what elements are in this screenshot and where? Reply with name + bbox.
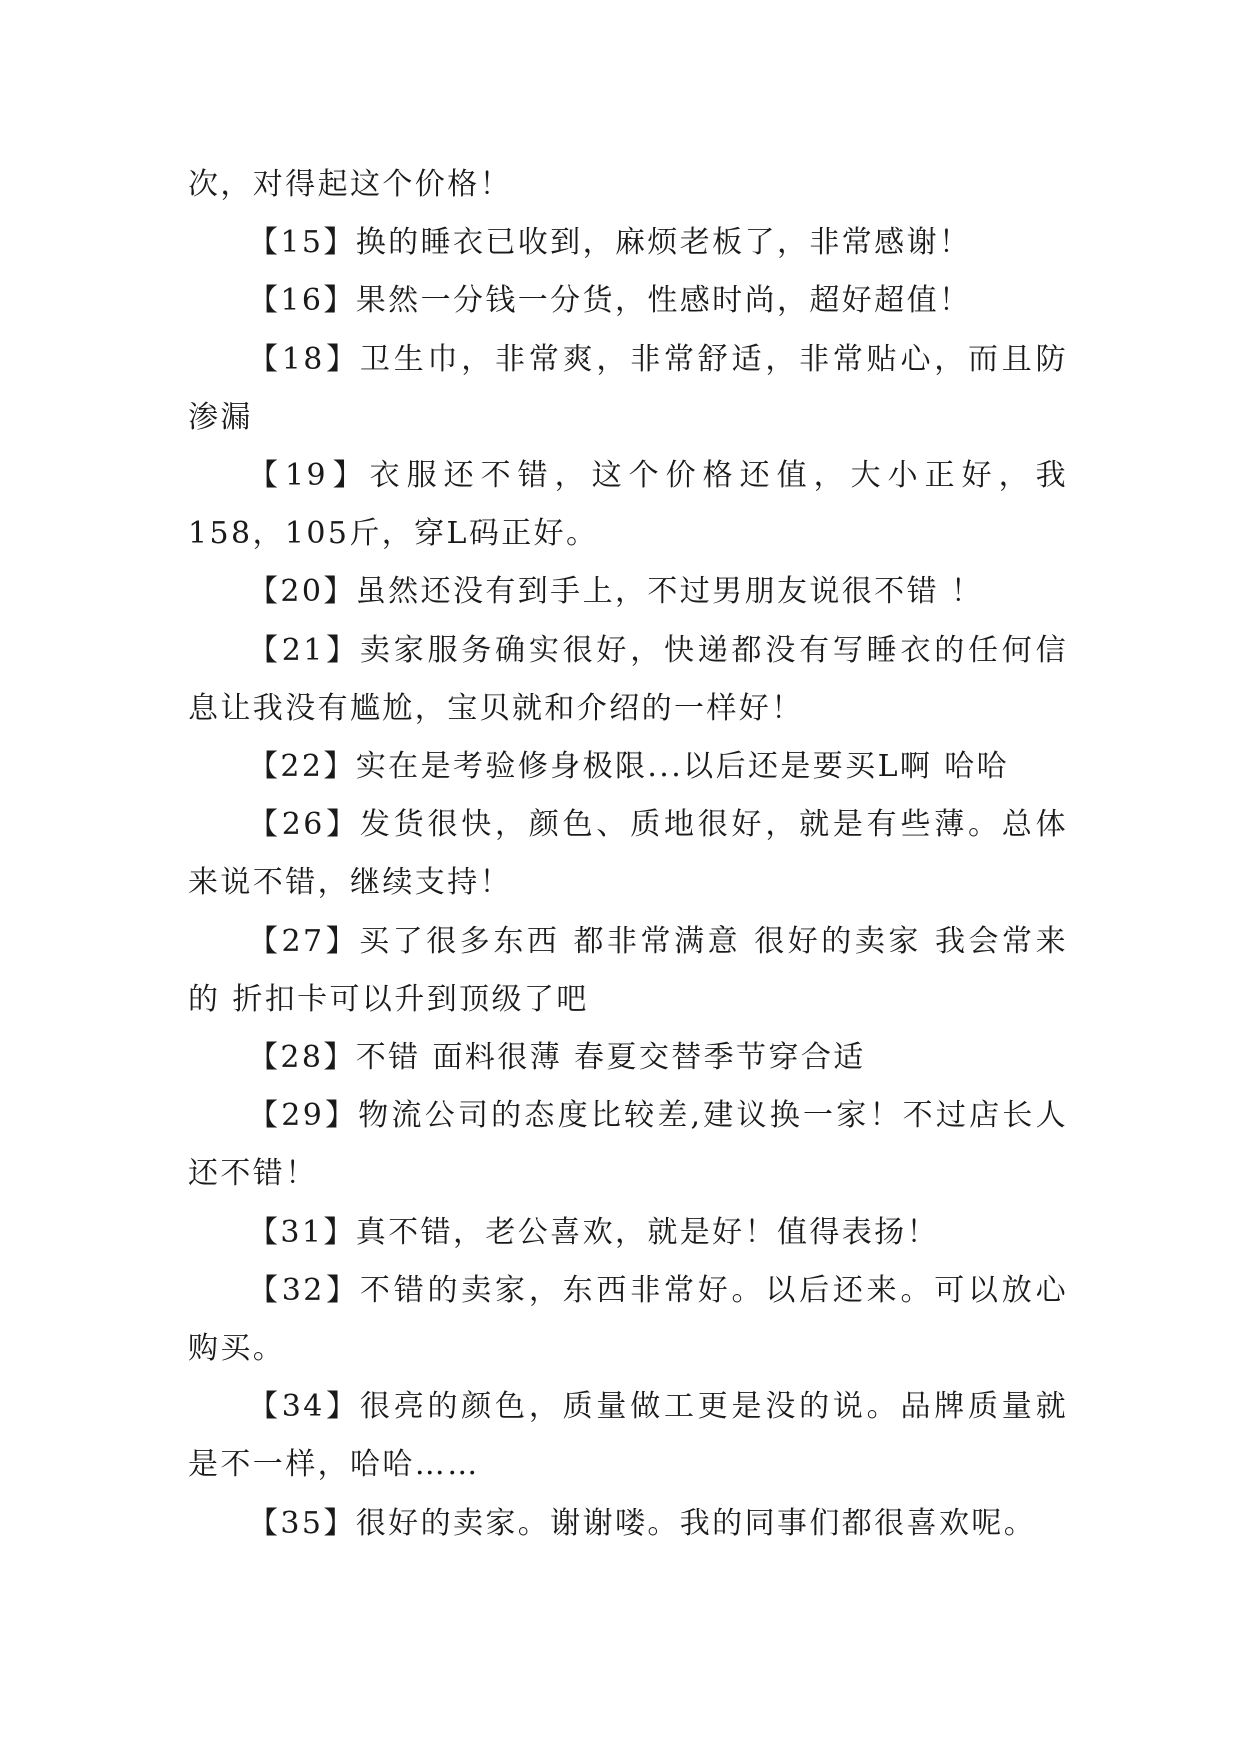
review-26: 【26】发货很快，颜色、质地很好，就是有些薄。总体来说不错，继续支持！ — [188, 807, 1068, 901]
review-19: 【19】衣服还不错，这个价格还值，大小正好，我158，105斤，穿L码正好。 — [188, 458, 1068, 552]
document-body — [188, 156, 1068, 1553]
review-18: 【18】卫生巾，非常爽，非常舒适，非常贴心，而且防渗漏 — [188, 341, 1068, 435]
review-31: 【31】真不错，老公喜欢，就是好！值得表扬！ — [248, 1214, 939, 1250]
review-35: 【35】很好的卖家。谢谢喽。我的同事们都很喜欢呢。 — [248, 1505, 1037, 1541]
review-16: 【16】果然一分钱一分货，性感时尚，超好超值！ — [248, 283, 972, 319]
review-32: 【32】不错的卖家，东西非常好。以后还来。可以放心购买。 — [188, 1272, 1068, 1367]
review-27: 【27】买了很多东西 都非常满意 很好的卖家 我会常来的 折扣卡可以升到顶级了吧 — [188, 923, 1068, 1017]
review-20: 【20】虽然还没有到手上，不过男朋友说很不错 ！ — [248, 574, 984, 610]
review-21: 【21】卖家服务确实很好，快递都没有写睡衣的任何信息让我没有尴尬，宝贝就和介绍的一样好！ — [188, 632, 1068, 726]
continuation-paragraph: 次，对得起这个价格！ — [188, 167, 512, 202]
review-34: 【34】很亮的颜色，质量做工更是没的说。品牌质量就是不一样，哈哈…… — [188, 1389, 1068, 1483]
review-15: 【15】换的睡衣已收到，麻烦老板了，非常感谢！ — [248, 225, 972, 261]
review-22: 【22】实在是考验修身极限...以后还是要买L啊 哈哈 — [248, 749, 1010, 785]
review-28: 【28】不错 面料很薄 春夏交替季节穿合适 — [248, 1040, 866, 1076]
review-29: 【29】物流公司的态度比较差,建议换一家！不过店长人还不错！ — [188, 1098, 1068, 1192]
